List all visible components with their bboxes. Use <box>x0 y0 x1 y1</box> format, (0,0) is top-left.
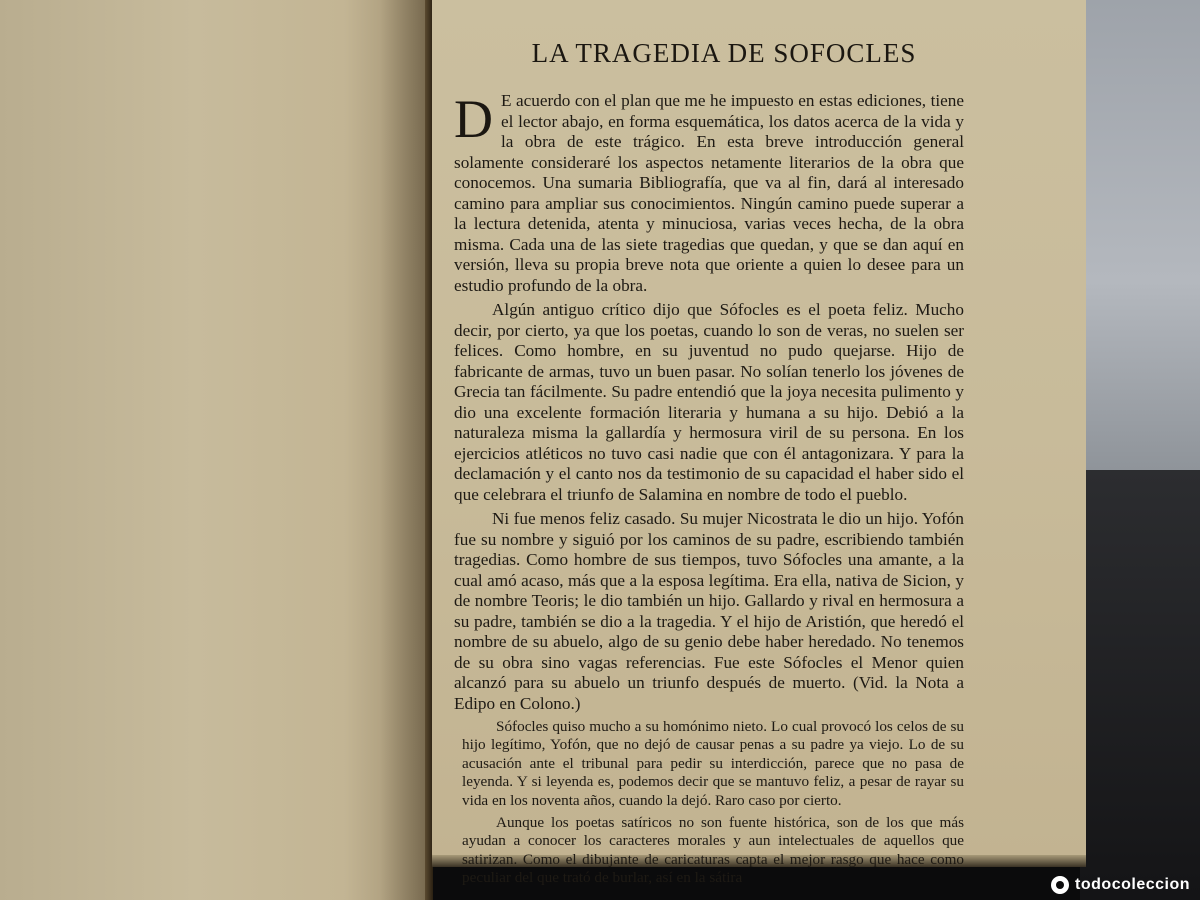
left-page <box>0 0 430 900</box>
left-page-shadow <box>380 0 430 900</box>
page-text <box>454 38 964 888</box>
watermark-logo-icon <box>1051 876 1069 894</box>
paragraph-nieto: Sófocles quiso mucho a su homónimo nieto. Lo cual provocó los celos de su hijo legítimo, Yofón, que no dejó de causar penas a su padre ya viejo. Lo de su acusación ante el tribunal para pedir su interdicción, parece que no pasa de leyenda. Y si leyenda es, podemos decir que se mantuvo feliz, a pesar de rayar su vida en los noventa años, cuando la dejó. Raro caso por cierto. <box>462 718 964 809</box>
paragraph-satiricos: Aunque los poetas satíricos no son fuente histórica, son de los que más ayudan a conocer los caracteres morales y aun intelectuales de aquellos que satirizan. Como el dibujante de caricaturas capta el mejor rasgo que hace como peculiar del que trató de burlar, así en la sátira <box>462 814 964 887</box>
paragraph-casado: Ni fue menos feliz casado. Su mujer Nicostrata le dio un hijo. Yofón fue su nombre y siguió por los caminos de su padre, escribiendo también tragedias. Como hombre de sus tiempos, tuvo Sófocles una amante, a la cual amó acaso, más que a la esposa legítima. Era ella, nativa de Sicion, y de nombre Teoris; le dio también un hijo. Gallardo y rival en hermosura a su padre, también se dio a la tragedia. Y el hijo de Aristión, que heredó el nombre de su abuelo, algo de su genio debe haber heredado. No tenemos de su obra sino vagas referencias. Fue este Sófocles el Menor quien alcanzó para su abuelo un triunfo después de muerto. (Vid. la Nota a Edipo en Colono.) <box>454 509 964 713</box>
paragraph-feliz: Algún antiguo crítico dijo que Sófocles es el poeta feliz. Mucho decir, por cierto, ya que los poetas, cuando lo son de veras, no suelen ser felices. Como hombre, en su juventud no pudo quejarse. Hijo de fabricante de armas, tuvo un buen pasar. No solían tenerlo los jóvenes de Grecia tan fácilmente. Su padre entendió que la joya necesita pulimento y dio una excelente formación literaria y humana a su hijo. Debió a la naturaleza misma la gallardía y hermosura viril de su persona. En los ejercicios atléticos no tuvo casi nadie que con él antagonizara. Y para la declamación y el canto nos da testimonio de su capacidad el haber sido el que celebrara el triunfo de Salamina en nombre de todo el pueblo. <box>454 300 964 504</box>
background-shadow <box>1080 470 1200 900</box>
paragraph-intro-text: E acuerdo con el plan que me he impuesto en estas ediciones, tiene el lector abajo, en forma esquemática, los datos acerca de la vida y la obra de este trágico. En esta breve introducción general solamente consideraré los aspectos netamente literarios de la obra que conocemos. Una sumaria Bibliografía, que va al fin, dará al interesado camino para ampliar sus conocimientos. Ningún camino puede superar a la lectura detenida, atenta y minuciosa, varias veces hecha, de la obra misma. Cada una de las siete tragedias que quedan, y que se dan aquí en versión, lleva su propia breve nota que oriente a quien lo desee para un estudio profundo de la obra. <box>454 91 964 295</box>
drop-cap: D <box>454 89 493 149</box>
paragraph-intro <box>454 91 964 296</box>
watermark <box>1051 876 1190 894</box>
background-wall <box>1080 0 1200 470</box>
watermark-text: todocoleccion <box>1075 876 1190 893</box>
chapter-title: LA TRAGEDIA DE SOFOCLES <box>531 38 917 68</box>
